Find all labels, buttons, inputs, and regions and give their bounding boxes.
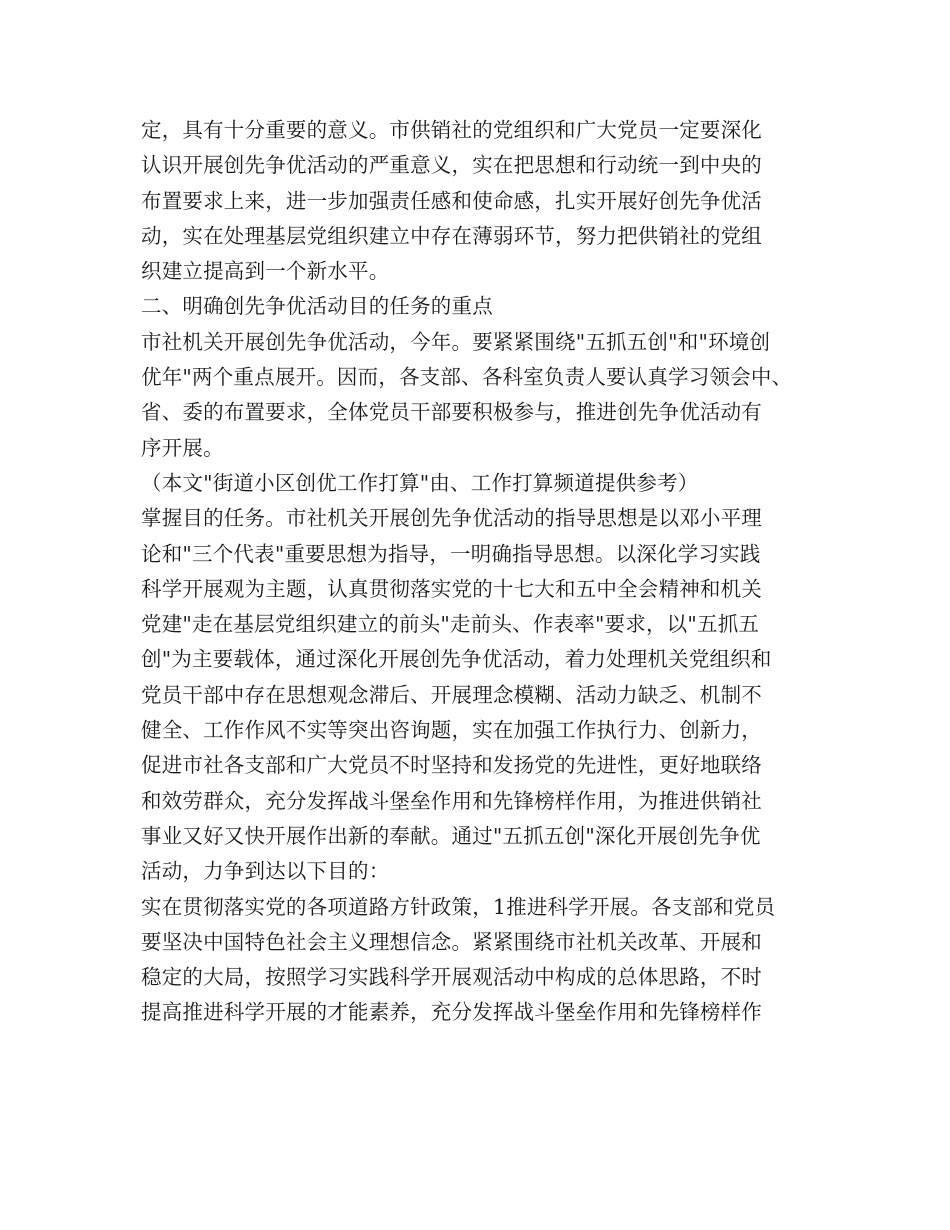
text-line: 实在贯彻落实党的各项道路方针政策，1推进科学开展。各支部和党员 bbox=[141, 894, 776, 919]
text-line: 党建"走在基层党组织建立的前头"走前头、作表率"要求，以"五抓五 bbox=[141, 612, 760, 637]
text-line: 论和"三个代表"重要思想为指导，一明确指导思想。以深化学习实践 bbox=[141, 541, 761, 566]
text-line: 活动，力争到达以下目的： bbox=[141, 859, 390, 884]
text-line: 掌握目的任务。市社机关开展创先争优活动的指导思想是以邓小平理 bbox=[141, 506, 762, 531]
section-heading: 二、明确创先争优活动目的任务的重点 bbox=[141, 294, 493, 319]
text-line: 事业又好又快开展作出新的奉献。通过"五抓五创"深化开展创先争优 bbox=[141, 823, 761, 848]
text-line: 科学开展观为主题，认真贯彻落实党的十七大和五中全会精神和机关 bbox=[141, 576, 762, 601]
text-line: 稳定的大局，按照学习实践科学开展观活动中构成的总体思路，不时 bbox=[141, 965, 762, 990]
text-line: 织建立提高到一个新水平。 bbox=[141, 259, 390, 284]
text-line: 要坚决中国特色社会主义理想信念。紧紧围绕市社机关改革、开展和 bbox=[141, 929, 762, 954]
text-line: 和效劳群众，充分发挥战斗堡垒作用和先锋榜样作用，为推进供销社 bbox=[141, 788, 762, 813]
text-line: 优年"两个重点展开。因而，各支部、各科室负责人要认真学习领会中、 bbox=[141, 365, 793, 390]
body-text bbox=[141, 113, 821, 1031]
text-line: 健全、工作作风不实等突出咨询题，实在加强工作执行力、创新力， bbox=[141, 718, 762, 743]
text-line: 创"为主要载体，通过深化开展创先争优活动，着力处理机关党组织和 bbox=[141, 647, 772, 672]
text-line: 党员干部中存在思想观念滞后、开展理念模糊、活动力缺乏、机制不 bbox=[141, 682, 762, 707]
text-line: 序开展。 bbox=[141, 435, 224, 460]
text-line: 促进市社各支部和广大党员不时坚持和发扬党的先进性，更好地联络 bbox=[141, 753, 762, 778]
text-line: 认识开展创先争优活动的严重意义，实在把思想和行动统一到中央的 bbox=[141, 153, 762, 178]
text-line: 市社机关开展创先争优活动，今年。要紧紧围绕"五抓五创"和"环境创 bbox=[141, 329, 771, 354]
text-line: 省、委的布置要求，全体党员干部要积极参与，推进创先争优活动有 bbox=[141, 400, 762, 425]
text-line: 布置要求上来，进一步加强责任感和使命感，扎实开展好创先争优活 bbox=[141, 188, 762, 213]
text-line: 定，具有十分重要的意义。市供销社的党组织和广大党员一定要深化 bbox=[141, 118, 762, 142]
source-note: （本文"街道小区创优工作打算"由、工作打算频道提供参考） bbox=[141, 470, 699, 495]
text-line: 动，实在处理基层党组织建立中存在薄弱环节，努力把供销社的党组 bbox=[141, 223, 762, 248]
text-line: 提高推进科学开展的才能素养，充分发挥战斗堡垒作用和先锋榜样作 bbox=[141, 1000, 762, 1025]
